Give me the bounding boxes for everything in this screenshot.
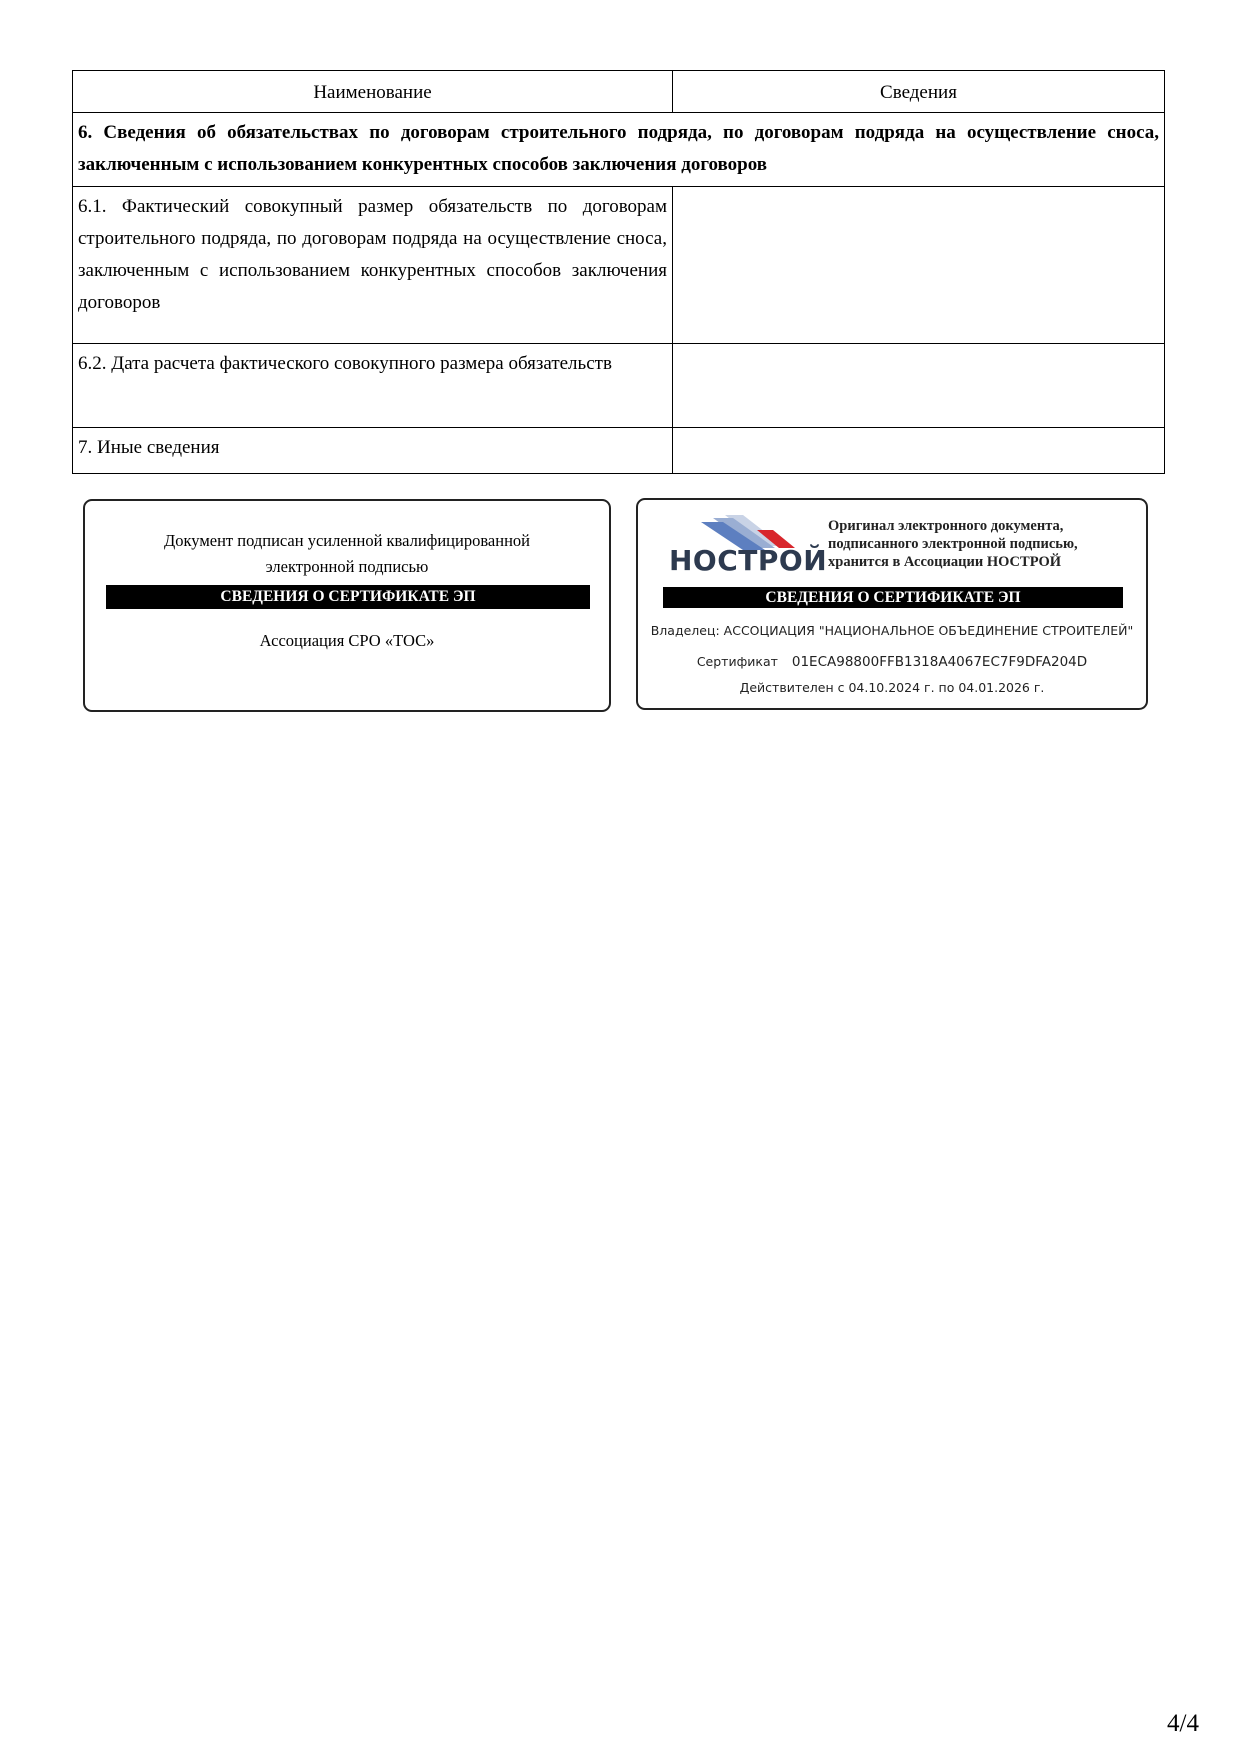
row-name: 7. Иные сведения xyxy=(73,428,673,474)
page-number: 4/4 xyxy=(1167,1710,1199,1737)
table-row xyxy=(73,428,1165,474)
signature-stamp-right xyxy=(636,498,1148,710)
row-value xyxy=(673,428,1165,474)
signature-stamp-left xyxy=(83,499,611,712)
certificate-label: Сертификат xyxy=(696,654,778,669)
table-row xyxy=(73,344,1165,428)
certificate-bar: СВЕДЕНИЯ О СЕРТИФИКАТЕ ЭП xyxy=(106,585,590,609)
original-storage-text xyxy=(828,517,1138,571)
signed-line: электронной подписью xyxy=(265,557,429,576)
certificate-owner: Владелец: АССОЦИАЦИЯ "НАЦИОНАЛЬНОЕ ОБЪЕДИНЕНИЕ СТРОИТЕЛЕЙ" xyxy=(650,623,1134,638)
header-info: Сведения xyxy=(673,71,1165,113)
logo-text: НОСТРОЙ xyxy=(669,544,828,577)
section-title: 6. Сведения об обязательствах по договорам строительного подряда, по договорам подряда на осуществление сноса, заключенным с использованием конкурентных способов заключения договоров xyxy=(73,113,1165,187)
signed-line: Документ подписан усиленной квалифицированной xyxy=(164,531,530,550)
certificate-bar: СВЕДЕНИЯ О СЕРТИФИКАТЕ ЭП xyxy=(663,587,1123,608)
original-line: хранится в Ассоциации НОСТРОЙ xyxy=(828,554,1062,570)
certificate-number: 01ECA98800FFB1318A4067EC7F9DFA204D xyxy=(791,654,1088,670)
certificate-validity: Действителен с 04.10.2024 г. по 04.01.2026 г. xyxy=(739,680,1045,695)
signed-text xyxy=(85,528,609,580)
table-header-row xyxy=(73,71,1165,113)
original-line: подписанного электронной подписью, xyxy=(828,536,1078,552)
table-row xyxy=(73,187,1165,344)
row-name: 6.2. Дата расчета фактического совокупного размера обязательств xyxy=(73,344,673,428)
organization-name: Ассоциация СРО «ТОС» xyxy=(259,631,435,650)
original-line: Оригинал электронного документа, xyxy=(828,518,1064,534)
info-table xyxy=(72,70,1165,474)
row-value xyxy=(673,344,1165,428)
header-name: Наименование xyxy=(73,71,673,113)
section-row xyxy=(73,113,1165,187)
row-name: 6.1. Фактический совокупный размер обязательств по договорам строительного подряда, по договорам подряда на осуществление сноса, заключенным с использованием конкурентных способов заключения договоров xyxy=(73,187,673,344)
nostroy-logo xyxy=(665,512,828,580)
row-value xyxy=(673,187,1165,344)
certificate-line xyxy=(638,653,1146,671)
